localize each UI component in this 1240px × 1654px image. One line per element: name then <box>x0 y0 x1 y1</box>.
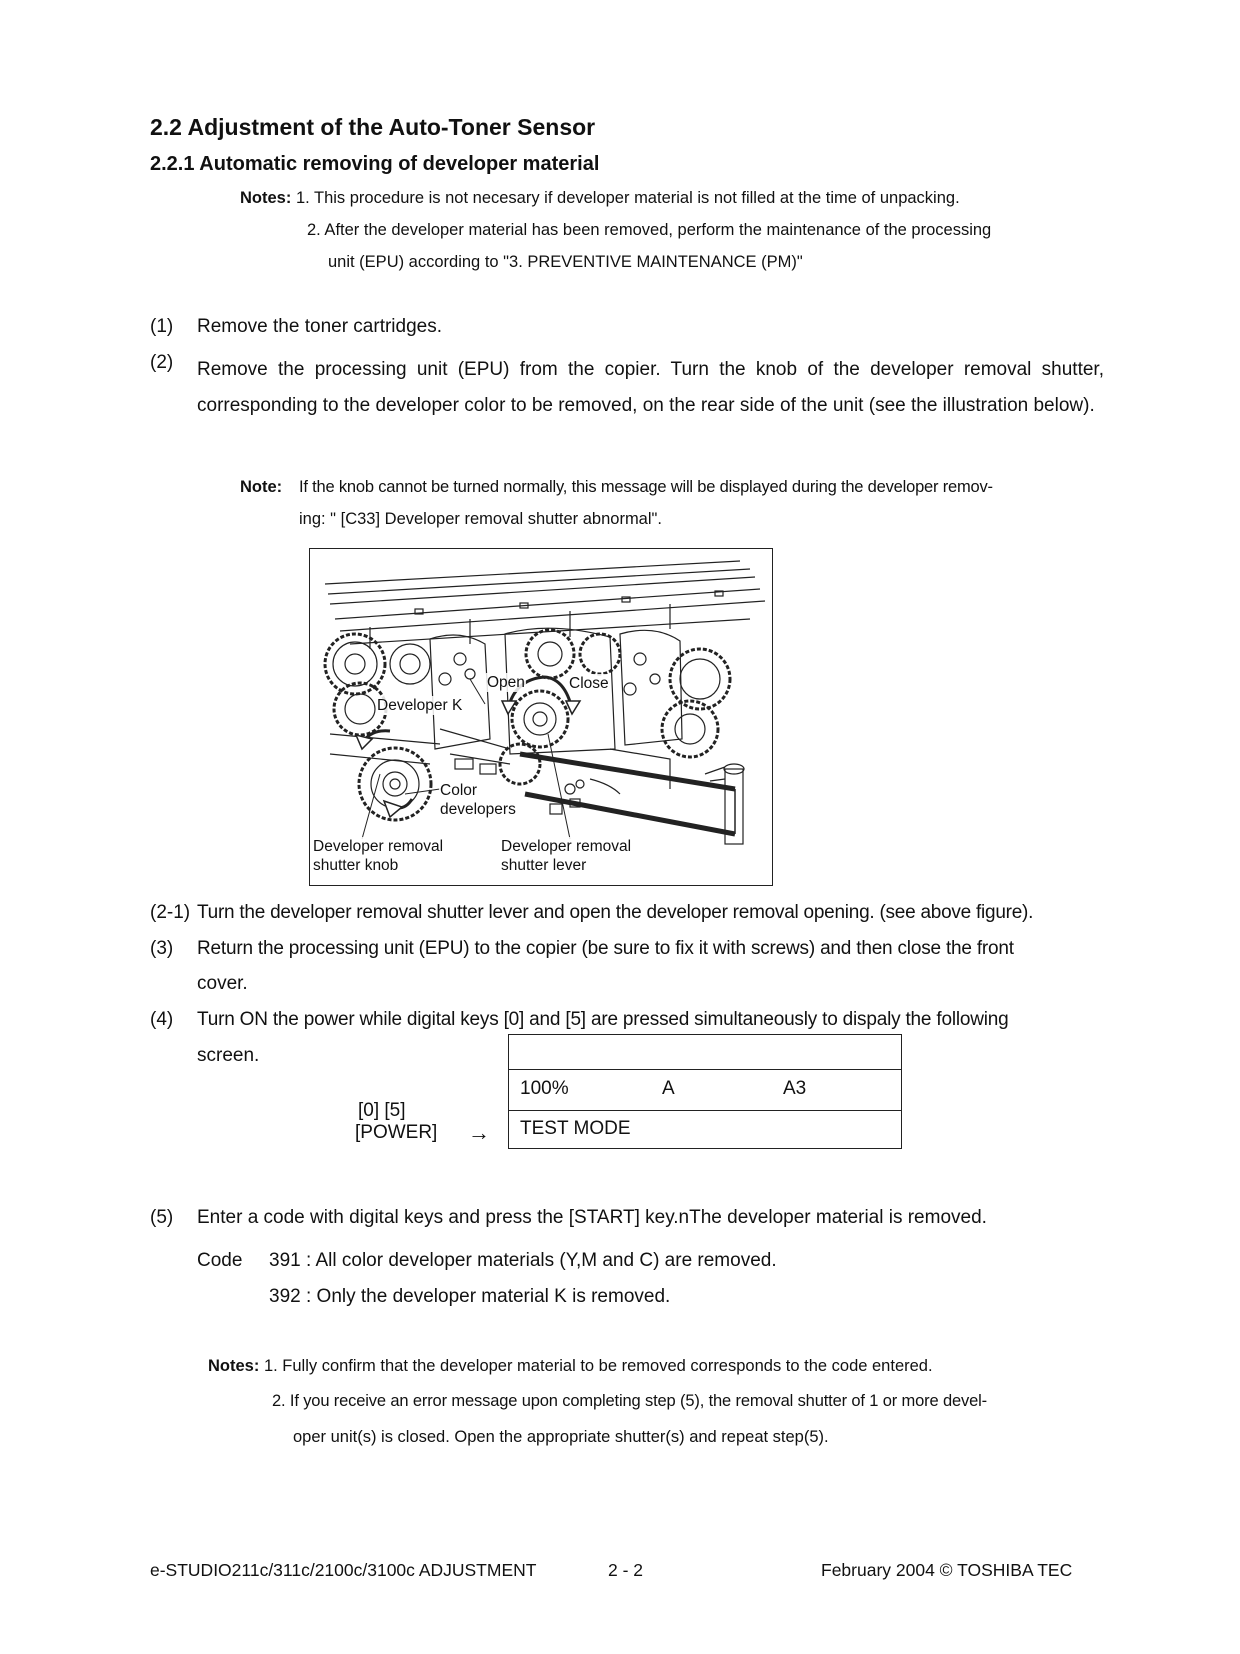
code-392: 392 : Only the developer material K is removed. <box>269 1286 671 1307</box>
step-number: (4) <box>150 1009 174 1030</box>
step-text: screen. <box>197 1045 260 1066</box>
step-text: cover. <box>197 973 248 994</box>
note-item: oper unit(s) is closed. Open the appropriate shutter(s) and repeat step(5). <box>293 1428 829 1446</box>
step-text: Turn ON the power while digital keys [0] and [5] are pressed simultaneously to dispaly the following <box>197 1009 1009 1030</box>
note-mid <box>240 478 282 497</box>
lcd-row-1 <box>509 1069 901 1110</box>
step-number: (5) <box>150 1207 174 1228</box>
lcd-paper-size: A3 <box>783 1078 807 1099</box>
step-number: (2-1) <box>150 902 191 923</box>
arrow-icon: → <box>468 1120 490 1145</box>
machine-drawing <box>310 549 772 885</box>
notes-label: Notes: <box>240 189 292 207</box>
step-text: Remove the processing unit (EPU) from the copier. Turn the knob of the developer removal shutter, corresponding to the developer color to be removed, on the rear side of the unit (see the illustration below). <box>197 359 1104 416</box>
notes-bottom <box>208 1357 933 1376</box>
footer-model: e-STUDIO211c/311c/2100c/3100c ADJUSTMENT <box>150 1560 537 1580</box>
section-heading: 2.2 Adjustment of the Auto-Toner Sensor <box>150 114 596 140</box>
shutter-lever-label-1: Developer removal <box>501 838 632 855</box>
key-combo-line1: [0] [5] <box>358 1100 406 1121</box>
shutter-knob-label-1: Developer removal <box>313 838 444 855</box>
control-panel-display <box>508 1034 902 1149</box>
notes-top <box>240 189 960 208</box>
open-label: Open <box>487 674 525 691</box>
note-item: 1. Fully confirm that the developer material to be removed corresponds to the code entered. <box>263 1357 933 1375</box>
step-number: (1) <box>150 316 174 337</box>
note-label: Note: <box>240 478 283 496</box>
note-item: 1. This procedure is not necesary if developer material is not filled at the time of unpacking. <box>295 189 960 207</box>
note-text: If the knob cannot be turned normally, this message will be displayed during the developer remov- <box>299 478 993 496</box>
code-label: Code <box>197 1250 243 1271</box>
note-item: 2. After the developer material has been removed, perform the maintenance of the processing <box>307 221 992 239</box>
color-developers-label-1: Color <box>440 782 478 799</box>
step-number: (2) <box>150 352 174 373</box>
developer-k-label: Developer K <box>377 697 463 714</box>
shutter-lever-label-2: shutter lever <box>501 857 587 874</box>
step-text: Return the processing unit (EPU) to the copier (be sure to fix it with screws) and then close the front <box>197 938 1014 959</box>
subsection-heading: 2.2.1 Automatic removing of developer material <box>150 153 600 175</box>
step-text: Enter a code with digital keys and press the [START] key.nThe developer material is removed. <box>197 1207 987 1228</box>
lcd-zoom: 100% <box>520 1078 569 1099</box>
step-text: Turn the developer removal shutter lever and open the developer removal opening. (see above figure). <box>197 902 1034 923</box>
key-combo-line2: [POWER] <box>355 1122 438 1143</box>
notes-label: Notes: <box>208 1357 260 1375</box>
lcd-row-2 <box>509 1110 901 1148</box>
note-text: ing: " [C33] Developer removal shutter abnormal". <box>299 510 662 528</box>
note-item: 2. If you receive an error message upon completing step (5), the removal shutter of 1 or more devel- <box>272 1392 988 1410</box>
step-text: Remove the toner cartridges. <box>197 316 443 337</box>
code-391: 391 : All color developer materials (Y,M and C) are removed. <box>269 1250 777 1271</box>
footer-date-copyright: February 2004 © TOSHIBA TEC <box>821 1560 1073 1580</box>
page-number: 2 - 2 <box>608 1560 644 1580</box>
lcd-mode: A <box>662 1078 675 1099</box>
shutter-knob-label-2: shutter knob <box>313 857 399 874</box>
lcd-status: TEST MODE <box>520 1118 631 1139</box>
step-number: (3) <box>150 938 174 959</box>
epu-illustration <box>309 548 773 886</box>
close-label: Close <box>569 675 609 692</box>
color-developers-label-2: developers <box>440 801 516 818</box>
note-item: unit (EPU) according to "3. PREVENTIVE MAINTENANCE (PM)" <box>328 253 803 271</box>
